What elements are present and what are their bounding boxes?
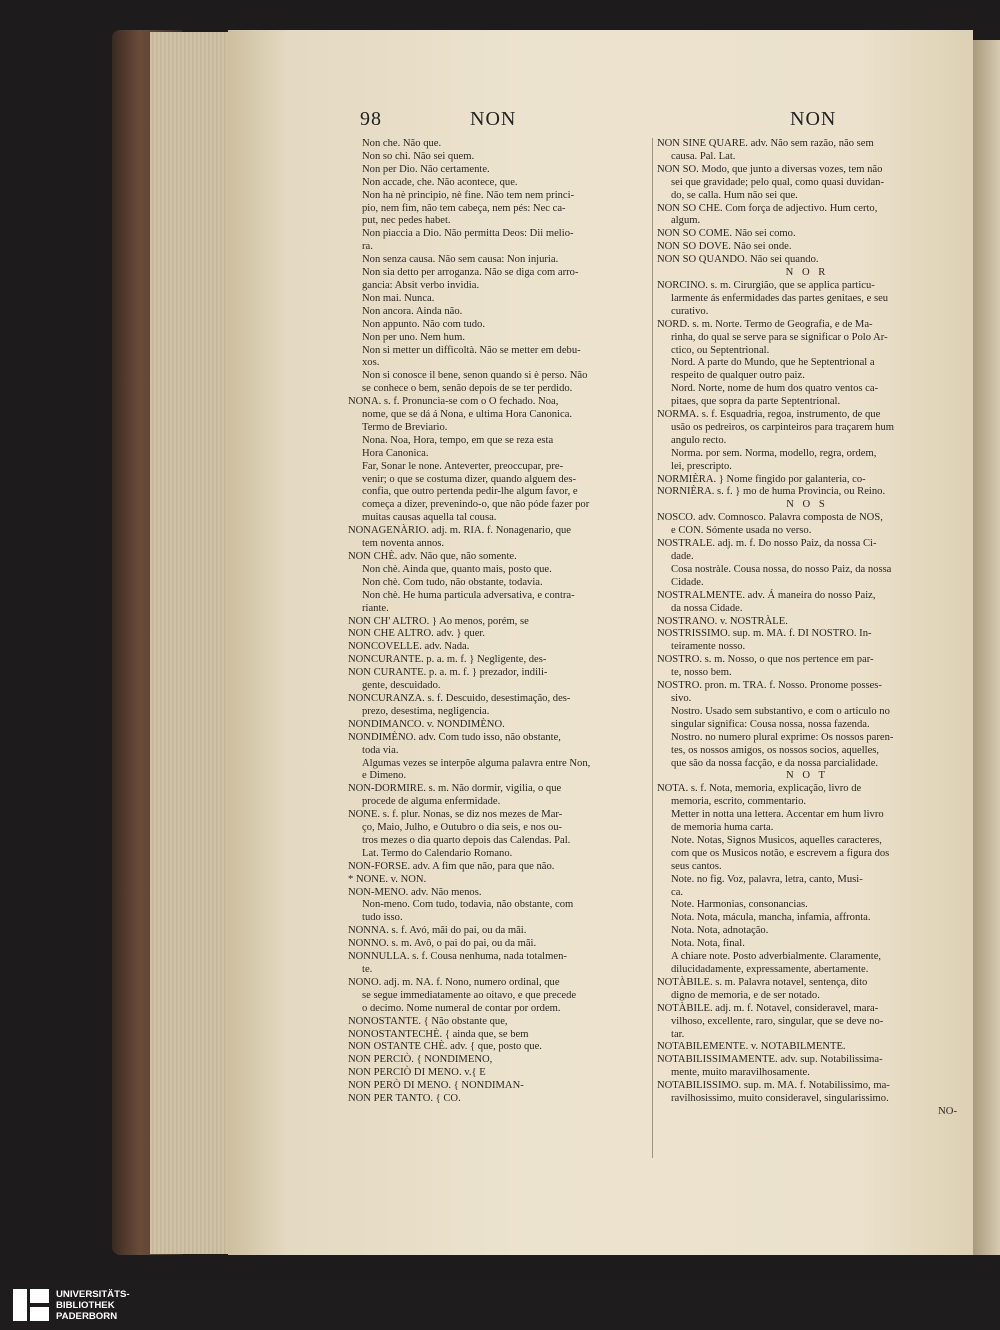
entry-line: Non mai. Nunca. — [362, 292, 435, 304]
entry-line: toda via. — [362, 744, 399, 756]
section-heading: N O T — [786, 770, 828, 782]
entry-line: causa. Pal. Lat. — [671, 150, 736, 162]
entry-line: Cosa nostràle. Cousa nossa, do nosso Paiz, da nossa — [671, 563, 892, 575]
entry-line: NONOSTANTECHÈ. { ainda que, se bem — [348, 1028, 529, 1040]
entry-line: NON SO COME. Não sei como. — [657, 228, 796, 240]
entry-line: NOSTRISSIMO. sup. m. MA. f. DI NOSTRO. In- — [657, 628, 872, 640]
entry-line: xos. — [362, 357, 380, 369]
entry-line: A chiare note. Posto adverbialmente. Claramente, — [671, 951, 882, 963]
entry-line: digno de memoria, e de ser notado. — [671, 989, 820, 1001]
entry-line: Non senza causa. Não sem causa: Non injuria. — [362, 254, 559, 266]
entry-line: Nostro. no numero plural exprime: Os nossos paren- — [671, 731, 894, 743]
entry-line: * NONE. v. NON. — [348, 873, 427, 885]
entry-line: o decimo. Nome numeral de contar por ordem. — [362, 1002, 561, 1014]
entry-line: NORMA. s. f. Esquadria, regoa, instrumento, de que — [657, 409, 881, 421]
entry-line: riante. — [362, 602, 389, 614]
entry-line: NON SINE QUARE. adv. Não sem razão, não sem — [657, 138, 874, 149]
entry-line: algum. — [671, 215, 701, 227]
entry-line: put, nec pedes habet. — [362, 215, 451, 227]
entry-line: NON SO QUANDO. Não sei quando. — [657, 254, 819, 266]
entry-line: Nostro. Usado sem substantivo, e com o articulo no — [671, 705, 890, 717]
entry-line: Non piaccia a Dio. Não permitta Deos: Dii melio- — [362, 228, 574, 240]
entry-line: NORD. s. m. Norte. Termo de Geografia, e de Ma- — [657, 318, 873, 330]
entry-line: Note. no fig. Voz, palavra, letra, canto, Musi- — [671, 873, 863, 885]
entry-line: memoria, escrito, commentario. — [671, 796, 807, 808]
entry-line: ravilhosissimo, muito consideravel, singularissimo. — [671, 1093, 889, 1105]
entry-line: Termo de Breviario. — [362, 421, 448, 433]
entry-line: lei, prescripto. — [671, 460, 732, 472]
entry-line: NONNA. s. f. Avó, mãi do pai, ou da mãi. — [348, 925, 527, 937]
entry-line: singular significa: Cousa nossa, nossa fazenda. — [671, 718, 870, 730]
entry-line: NOSTRALMENTE. adv. Á maneira do nosso Paiz, — [657, 589, 876, 601]
entry-line: seus cantos. — [671, 860, 722, 872]
entry-line: se segue immediatamente ao oitavo, e que precede — [362, 989, 577, 1001]
entry-line: NON PERCIÒ DI MENO. v.{ E — [348, 1067, 486, 1079]
entry-line: prezo, desestima, negligencia. — [362, 705, 490, 717]
library-line-2: BIBLIOTHEK — [56, 1300, 115, 1312]
entry-line: Non si metter un difficoltà. Não se metter em debu- — [362, 344, 581, 356]
entry-line: NONOSTANTE. { Não obstante que, — [348, 1015, 508, 1027]
entry-line: gancia: Absit verbo invidia. — [362, 279, 480, 291]
entry-line: ctico, ou Septentrional. — [671, 344, 770, 356]
entry-line: de memoria huma carta. — [671, 822, 774, 834]
entry-line: Lat. Termo do Calendario Romano. — [362, 847, 513, 859]
entry-line: NONE. s. f. plur. Nonas, se diz nos mezes de Mar- — [348, 809, 563, 821]
library-line-1: UNIVERSITÄTS- — [56, 1289, 130, 1300]
entry-line: tar. — [671, 1028, 685, 1040]
library-line-3: PADERBORN — [56, 1311, 118, 1323]
entry-line: Algumas vezes se interpõe alguma palavra entre Non, — [362, 757, 591, 769]
entry-line: NONNO. s. m. Avô, o pai do pai, ou da mãi. — [348, 938, 537, 950]
entry-line: NONAGENÀRIO. adj. m. RIA. f. Nonagenario, que — [348, 525, 572, 537]
entry-line: NOSTRO. pron. m. TRA. f. Nosso. Pronome posses- — [657, 680, 882, 692]
page-edges — [150, 32, 230, 1254]
entry-line: sei que gravidade; pelo qual, como quasi duvidan- — [671, 176, 884, 188]
entry-line: NON-MENO. adv. Não menos. — [348, 886, 482, 898]
entry-line: NON CH' ALTRO. } Ao menos, porém, se — [348, 615, 529, 627]
entry-line: muitas causas aquella tal cousa. — [362, 512, 497, 524]
entry-line: Non appunto. Não com tudo. — [362, 318, 485, 330]
entry-line: Non so chi. Não sei quem. — [362, 150, 475, 162]
entry-line: curativo. — [671, 305, 709, 317]
entry-line: NOTA. s. f. Nota, memoria, explicação, livro de — [657, 783, 862, 795]
entry-line: Note. Harmonias, consonancias. — [671, 899, 808, 911]
entry-line: Non per uno. Nem hum. — [362, 331, 465, 343]
entry-line: Non si conosce il bene, senon quando si è perso. Não — [362, 370, 588, 382]
entry-line: tros mezes o dia quarto depois das Calendas. Pal. — [362, 834, 571, 846]
entry-line: Nota. Nota, adnotação. — [671, 925, 769, 937]
entry-line: angulo recto. — [671, 434, 727, 446]
entry-line: Nota. Nota, mácula, mancha, infamia, affronta. — [671, 912, 871, 924]
entry-line: NOSTRANO. v. NOSTRÀLE. — [657, 615, 788, 627]
entry-line: ca. — [671, 886, 684, 898]
entry-line: tem noventa annos. — [362, 538, 445, 550]
entry-line: NONCURANTE. p. a. m. f. } Negligente, des- — [348, 654, 547, 666]
running-head-right: NON — [790, 108, 837, 130]
entry-line: te, nosso bem. — [671, 667, 732, 679]
entry-line: tudo isso. — [362, 912, 403, 924]
entry-line: NON SO. Modo, que junto a diversas vozes, tem não — [657, 163, 883, 175]
entry-line: NOTÀBILE. s. m. Palavra notavel, sentença, dito — [657, 976, 868, 988]
entry-line: NON-DORMIRE. s. m. Não dormir, vigilia, o que — [348, 783, 562, 795]
catchword: NO- — [938, 1105, 957, 1117]
entry-line: NORMIÈRA. } Nome fingido por galanteria, co- — [657, 473, 866, 485]
entry-line: NON PER TANTO. { CO. — [348, 1093, 461, 1105]
entry-line: NOSTRO. s. m. Nosso, o que nos pertence em par- — [657, 654, 874, 666]
entry-line: Non ha nè principio, nè fine. Não tem nem princi- — [362, 189, 575, 201]
entry-line: dade. — [671, 551, 694, 562]
entry-line: NON-FORSE. adv. A fim que não, para que não. — [348, 860, 555, 872]
entry-line: NOSTRALE. adj. m. f. Do nosso Paiz, da nossa Ci- — [657, 538, 877, 550]
entry-line: NON PERCIÒ. { NONDIMENO, — [348, 1054, 493, 1066]
entry-line: NON CURANTE. p. a. m. f. } prezador, indili- — [348, 667, 548, 679]
entry-line: e Dimeno. — [362, 770, 407, 782]
entry-line: NONNULLA. s. f. Cousa nenhuma, nada totalmen- — [348, 951, 567, 963]
entry-line: confia, que outro pertenda pedir-lhe algum favor, e — [362, 486, 578, 498]
entry-line: rinha, do qual se serve para se significar o Polo Ar- — [671, 331, 888, 343]
entry-line: pio, nem fim, não tem cabeça, nem pés: Nec ca- — [362, 202, 566, 214]
entry-line: NONDIMÈNO. adv. Com tudo isso, não obstante, — [348, 731, 561, 743]
entry-line: Hora Canonica. — [362, 447, 429, 459]
entry-line: gente, descuidado. — [362, 680, 441, 692]
entry-line: NOSCO. adv. Comnosco. Palavra composta de NOS, — [657, 512, 883, 524]
entry-line: Cidade. — [671, 576, 704, 588]
entry-line: NOTÀBILE. adj. m. f. Notavel, consideravel, mara- — [657, 1002, 879, 1014]
entry-line: NONCURANZA. s. f. Descuido, desestimação, des- — [348, 692, 571, 704]
entry-line: NOTABILISSIMO. sup. m. MA. f. Notabilissimo, ma- — [657, 1080, 890, 1092]
entry-line: Nona. Noa, Hora, tempo, em que se reza esta — [362, 434, 554, 446]
entry-line: NON SO CHE. Com força de adjectivo. Hum certo, — [657, 202, 878, 214]
entry-line: usão os pedreiros, os carpinteiros para traçarem hum — [671, 421, 894, 433]
library-logo-icon — [12, 1288, 50, 1322]
entry-line: Non ancora. Ainda não. — [362, 305, 463, 317]
entry-line: venir; o que se costuma dizer, quando alguem des- — [362, 473, 577, 485]
entry-line: NON CHE ALTRO. adv. } quer. — [348, 628, 486, 640]
page-number: 98 — [360, 108, 382, 130]
entry-line: com que os Musicos notão, e escrevem a figura dos — [671, 847, 890, 859]
entry-line: Far, Sonar le none. Anteverter, preoccupar, pre- — [362, 460, 564, 472]
entry-line: Note. Notas, Signos Musicos, aquelles caracteres, — [671, 834, 882, 846]
entry-line: Non-meno. Com tudo, todavia, não obstante, com — [362, 899, 574, 911]
entry-line: NOTABILISSIMAMENTE. adv. sup. Notabilissima- — [657, 1054, 883, 1066]
entry-line: tes, os nossos amigos, os nossos socios, aquelles, — [671, 744, 880, 756]
entry-line: ço, Maio, Julho, e Outubro o dia seis, e nos ou- — [362, 822, 563, 834]
section-heading: N O S — [786, 499, 828, 511]
entry-line: Nord. Norte, nome de hum dos quatro ventos ca- — [671, 383, 879, 395]
entry-line: pitaes, que sopra da parte Septentrional. — [671, 396, 841, 408]
left-column — [348, 138, 646, 1106]
entry-line: e CON. Sómente usada no verso. — [671, 525, 812, 537]
entry-line: nome, que se dá á Nona, e ultima Hora Canonica. — [362, 409, 573, 421]
entry-line: NON OSTANTE CHÈ. adv. { que, posto que. — [348, 1041, 542, 1053]
entry-line: da nossa Cidade. — [671, 602, 743, 614]
entry-line: NONO. adj. m. NA. f. Nono, numero ordinal, que — [348, 976, 560, 988]
column-divider — [652, 138, 653, 1158]
section-heading: N O R — [785, 267, 829, 279]
entry-line: Non per Dio. Não certamente. — [362, 163, 490, 175]
entry-line: NON PERÒ DI MENO. { NONDIMAN- — [348, 1080, 524, 1092]
entry-line: Nota. Nota, final. — [671, 938, 745, 950]
library-name — [56, 1289, 130, 1323]
entry-line: procede de alguma enfermidade. — [362, 796, 501, 808]
entry-line: vilhoso, excellente, raro, singular, que se deve no- — [671, 1015, 884, 1027]
entry-line: se conhece o bem, senão depois de se ter perdido. — [362, 383, 573, 395]
entry-line: Non accade, che. Não acontece, que. — [362, 176, 518, 188]
running-head-left: NON — [470, 108, 517, 130]
entry-line: teiramente nosso. — [671, 641, 746, 653]
entry-line: ra. — [362, 241, 373, 253]
entry-line: Non che. Não que. — [362, 138, 442, 149]
entry-line: mente, muito maravilhosamente. — [671, 1067, 810, 1079]
entry-line: respeito de qualquer outro paiz. — [671, 370, 805, 382]
entry-line: NOTABILEMENTE. v. NOTABILMENTE. — [657, 1041, 846, 1053]
entry-line: larmente ás enfermidades das partes genitaes, e seu — [671, 292, 889, 304]
entry-line: Non chè. Ainda que, quanto mais, posto que. — [362, 563, 552, 575]
entry-line: Non chè. Com tudo, não obstante, todavia. — [362, 576, 543, 588]
entry-line: que são da nossa facção, e da nossa parcialidade. — [671, 757, 879, 769]
next-page-edge — [973, 40, 1000, 1255]
entry-line: NON SO DOVE. Não sei onde. — [657, 241, 792, 253]
entry-line: começa a dizer, prevenindo-o, que não póde fazer por — [362, 499, 590, 511]
entry-line: Non chè. He huma particula adversativa, e contra- — [362, 589, 575, 601]
entry-line: do, se calla. Hum não sei que. — [671, 189, 798, 201]
entry-line: NORNIÈRA. s. f. } mo de huma Provincia, ou Reino. — [657, 486, 886, 498]
entry-line: Norma. por sem. Norma, modello, regra, ordem, — [671, 447, 877, 459]
entry-line: te. — [362, 964, 373, 975]
entry-line: Metter in notta una lettera. Accentar em hum livro — [671, 809, 884, 821]
entry-line: NON CHÈ. adv. Não que, não somente. — [348, 551, 517, 562]
entry-line: dilucidadamente, expressamente, abertamente. — [671, 964, 869, 975]
entry-line: Non sia detto per arroganza. Não se diga com arro- — [362, 267, 579, 279]
entry-line: NONCOVELLE. adv. Nada. — [348, 641, 470, 653]
entry-line: NORCINO. s. m. Cirurgião, que se applica particu- — [657, 279, 875, 291]
entry-line: NONDIMANCO. v. NONDIMÈNO. — [348, 718, 505, 730]
entry-line: Nord. A parte do Mundo, que he Septentrional a — [671, 357, 875, 369]
entry-line: NONA. s. f. Pronuncia-se com o O fechado. Noa, — [348, 396, 559, 408]
right-column — [657, 138, 957, 1119]
entry-line: sivo. — [671, 692, 692, 704]
